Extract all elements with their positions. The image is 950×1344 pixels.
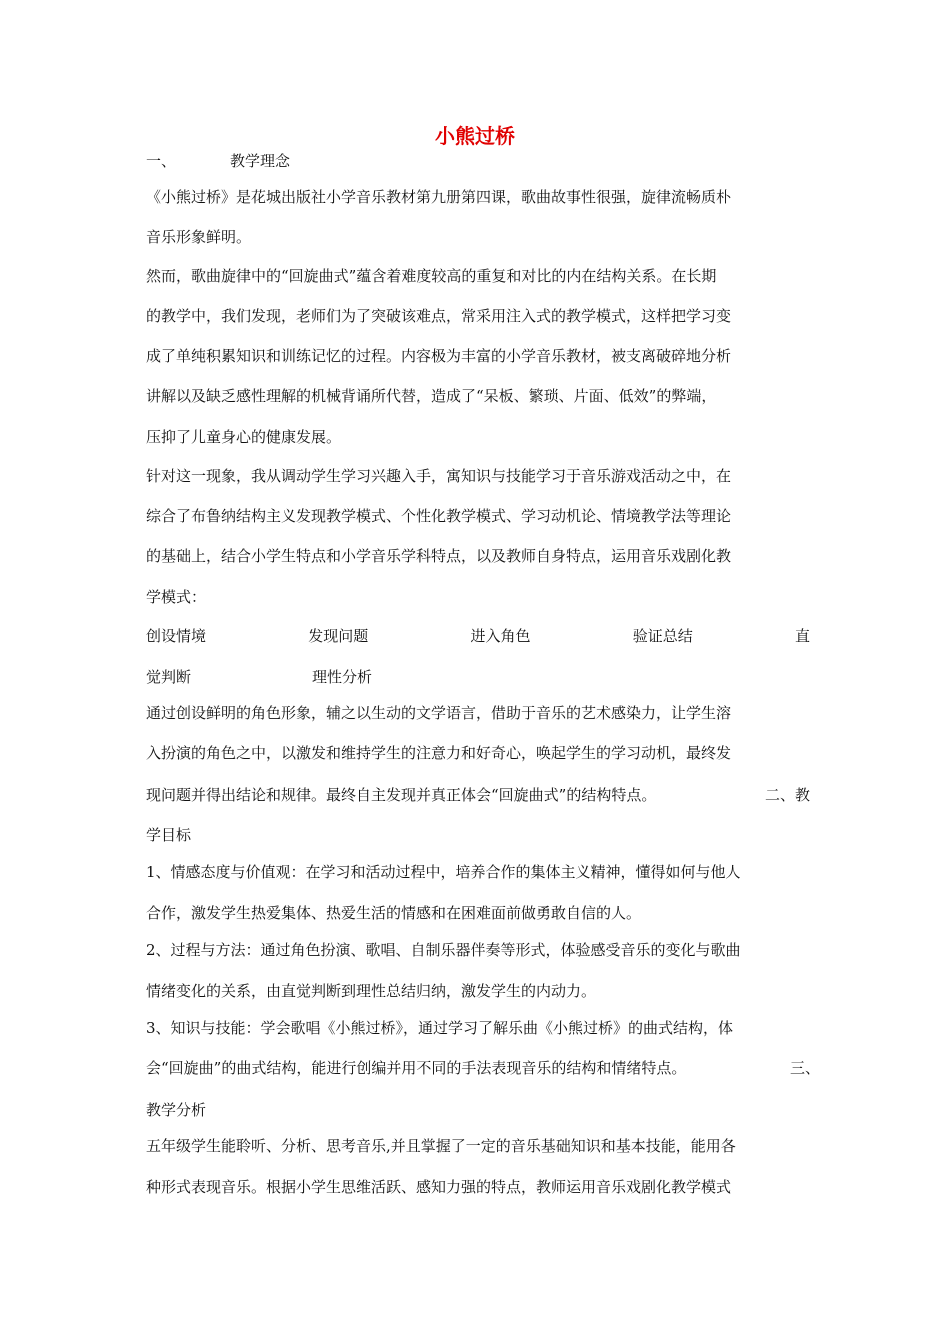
paragraph-line: 《小熊过桥》是花城出版社小学音乐教材第九册第四课，歌曲故事性很强，旋律流畅质朴	[146, 188, 732, 206]
goal-line: 2、过程与方法：通过角色扮演、歌唱、自制乐器伴奏等形式，体验感受音乐的变化与歌曲	[146, 941, 741, 959]
step-item: 创设情境	[146, 627, 207, 645]
paragraph-text: 现问题并得出结论和规律。最终自主发现并真正体会“回旋曲式”的结构特点。	[146, 786, 657, 804]
paragraph-line: 讲解以及缺乏感性理解的机械背诵所代替，造成了“呆板、繁琐、片面、低效”的弊端，	[146, 387, 717, 405]
section-heading-3-start: 三、	[789, 1059, 820, 1077]
paragraph-line: 五年级学生能聆听、分析、思考音乐,并且掌握了一定的音乐基础知识和基本技能，能用各	[146, 1137, 736, 1155]
step-item: 验证总结	[632, 627, 693, 645]
step-item: 理性分析	[312, 668, 373, 686]
paragraph-line: 种形式表现音乐。根据小学生思维活跃、感知力强的特点，教师运用音乐戏剧化教学模式	[146, 1178, 732, 1196]
paragraph-line: 的教学中，我们发现，老师们为了突破该难点，常采用注入式的教学模式，这样把学习变	[146, 307, 732, 325]
section-heading-1	[146, 150, 810, 172]
paragraph-line: 然而，歌曲旋律中的“回旋曲式”蕴含着难度较高的重复和对比的内在结构关系。在长期	[146, 267, 717, 285]
step-item: 直	[794, 627, 810, 645]
paragraph-line: 的基础上，结合小学生特点和小学音乐学科特点，以及教师自身特点，运用音乐戏剧化教	[146, 547, 732, 565]
step-item: 觉判断	[146, 668, 192, 686]
step-item: 发现问题	[308, 627, 369, 645]
teaching-steps-row	[146, 625, 810, 647]
goal-line: 1、情感态度与价值观：在学习和活动过程中，培养合作的集体主义精神，懂得如何与他人	[146, 863, 741, 881]
section-heading-2-start: 二、教	[764, 786, 810, 804]
document-title: 小熊过桥	[435, 124, 515, 148]
section-heading-3-end: 教学分析	[146, 1101, 207, 1119]
section-number: 一、	[146, 152, 177, 170]
paragraph-line: 综合了布鲁纳结构主义发现教学模式、个性化教学模式、学习动机论、情境教学法等理论	[146, 507, 732, 525]
paragraph-line: 成了单纯积累知识和训练记忆的过程。内容极为丰富的小学音乐教材，被支离破碎地分析	[146, 347, 732, 365]
paragraph-text: 会“回旋曲”的曲式结构，能进行创编并用不同的手法表现音乐的结构和情绪特点。	[146, 1059, 687, 1077]
teaching-steps-row-2	[146, 666, 810, 688]
paragraph-line: 音乐形象鲜明。	[146, 228, 252, 246]
paragraph-line: 入扮演的角色之中，以激发和维持学生的注意力和好奇心，唤起学生的学习动机，最终发	[146, 744, 732, 762]
section-title: 教学理念	[230, 152, 291, 170]
goal-line: 情绪变化的关系，由直觉判断到理性总结归纳，激发学生的内动力。	[146, 982, 597, 1000]
paragraph-line: 学模式：	[146, 588, 207, 606]
paragraph-line: 压抑了儿童身心的健康发展。	[146, 428, 342, 446]
section-heading-2-end: 学目标	[146, 826, 192, 844]
step-item: 进入角色	[470, 627, 531, 645]
paragraph-line: 针对这一现象，我从调动学生学习兴趣入手，寓知识与技能学习于音乐游戏活动之中，在	[146, 467, 732, 485]
paragraph-line: 通过创设鲜明的角色形象，辅之以生动的文学语言，借助于音乐的艺术感染力，让学生溶	[146, 704, 732, 722]
paragraph-line	[146, 784, 810, 806]
goal-line	[146, 1057, 820, 1079]
goal-line: 3、知识与技能：学会歌唱《小熊过桥》，通过学习了解乐曲《小熊过桥》的曲式结构，体	[146, 1019, 734, 1037]
goal-line: 合作，激发学生热爱集体、热爱生活的情感和在困难面前做勇敢自信的人。	[146, 904, 642, 922]
